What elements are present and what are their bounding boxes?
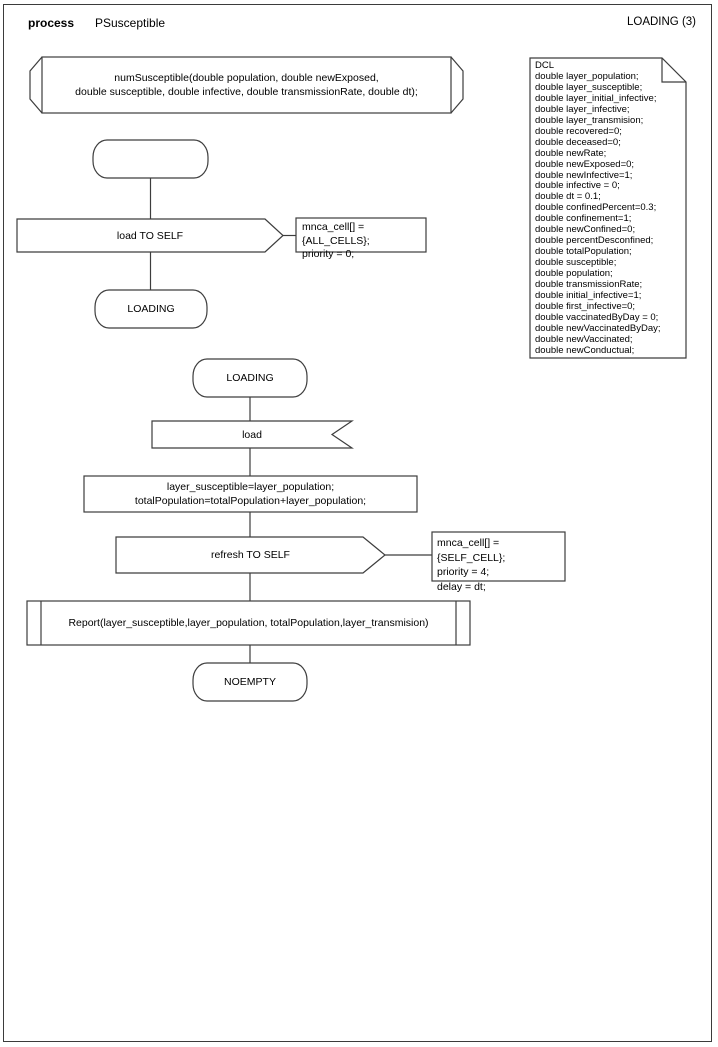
text-line: double newConfined=0; — [535, 224, 636, 236]
procedure-declaration-right-flap[interactable] — [451, 57, 463, 113]
output-refresh-label: refresh TO SELF — [211, 549, 290, 561]
text-line: double newVaccinatedByDay; — [535, 322, 661, 334]
page-number-label: LOADING (3) — [626, 16, 696, 28]
text-line: double transmissionRate; — [535, 279, 643, 291]
text-line: double layer_infective; — [535, 103, 630, 115]
text-line: double newVaccinated; — [535, 333, 633, 345]
process-name-label: PSusceptible — [95, 16, 166, 30]
procedure-declaration-left-flap[interactable] — [30, 57, 42, 113]
text-line: priority = 0; — [302, 248, 355, 260]
procedure-declaration-text — [42, 57, 451, 113]
start-state-shape[interactable] — [93, 140, 208, 178]
text-line: double newExposed=0; — [535, 158, 635, 170]
text-line: double dt = 0.1; — [535, 191, 601, 203]
text-line: double layer_transmision; — [535, 114, 644, 126]
dcl-declarations — [535, 72, 683, 357]
text-line: double newConductual; — [535, 344, 635, 356]
text-line: numSusceptible(double population, double newExposed, — [114, 72, 379, 84]
text-line: double susceptible, double infective, double transmissionRate, double dt); — [75, 86, 418, 98]
text-line: double totalPopulation; — [535, 246, 632, 258]
procedure-call-label: Report(layer_susceptible,layer_population, totalPopulation,layer_transmision) — [68, 617, 429, 629]
text-line: double vaccinatedByDay = 0; — [535, 311, 659, 323]
state-loading2-label: LOADING — [226, 372, 274, 384]
text-line: double newRate; — [535, 147, 607, 159]
state-loading-label: LOADING — [127, 303, 175, 315]
text-line: double confinedPercent=0.3; — [535, 202, 657, 214]
text-line: double layer_population; — [535, 70, 639, 82]
state-noempty-label: NOEMPTY — [224, 676, 276, 688]
text-line: double deceased=0; — [535, 136, 621, 148]
text-line: double first_infective=0; — [535, 300, 636, 312]
text-line: double infective = 0; — [535, 180, 620, 192]
process-keyword-label: process — [28, 16, 75, 30]
text-line: double newInfective=1; — [535, 169, 633, 181]
dcl-title: DCL — [535, 60, 555, 71]
text-line: totalPopulation=totalPopulation+layer_population; — [134, 495, 367, 507]
text-line: double population; — [535, 268, 613, 280]
output-load-label: load TO SELF — [116, 229, 184, 242]
dcl-note-text — [535, 61, 683, 357]
input-load-label: load — [242, 428, 262, 441]
comment-load-text — [302, 221, 424, 262]
text-line: double susceptible; — [535, 257, 617, 269]
text-line: double layer_initial_infective; — [535, 92, 657, 104]
text-line: layer_susceptible=layer_population; — [166, 481, 335, 493]
text-line: mnca_cell[] = {ALL_CELLS}; — [302, 221, 370, 247]
text-line: mnca_cell[] = {SELF_CELL}; — [437, 537, 506, 564]
text-line: double percentDesconfined; — [535, 235, 654, 247]
text-line: double confinement=1; — [535, 213, 632, 225]
text-line: double layer_susceptible; — [535, 81, 643, 93]
text-line: double initial_infective=1; — [535, 290, 642, 302]
text-line: priority = 4; — [437, 566, 490, 579]
comment-refresh-text — [437, 536, 563, 594]
task-box-text — [84, 476, 417, 512]
text-line: delay = dt; — [437, 580, 486, 593]
text-line: double recovered=0; — [535, 125, 622, 137]
